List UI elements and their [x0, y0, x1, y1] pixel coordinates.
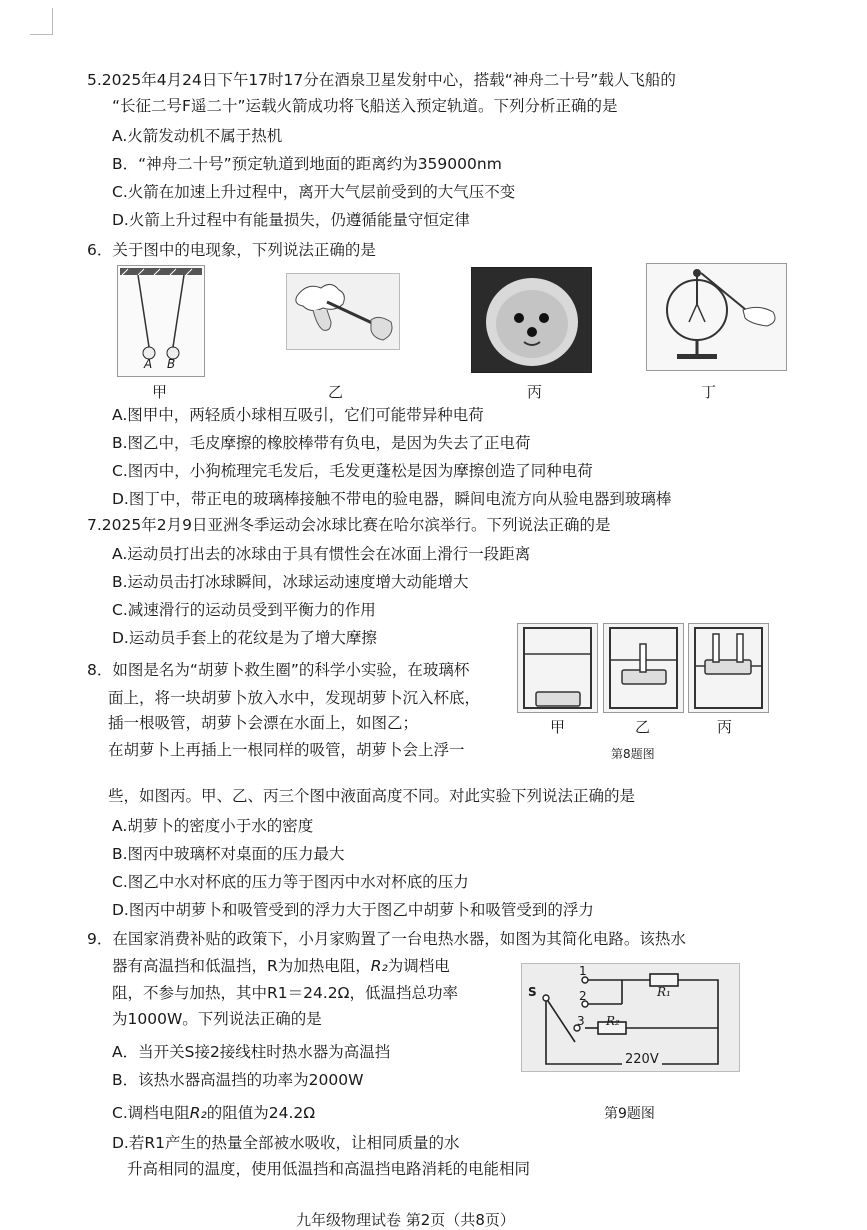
circuit-voltage-label: 220V — [622, 1052, 662, 1067]
q6-figure-yi — [286, 273, 400, 350]
q5-stem-line1: 5.2025年4月24日下午17时17分在酒泉卫星发射中心，搭载“神舟二十号”载人飞船的 — [87, 71, 676, 89]
q6-option-a: A.图甲中，两轻质小球相互吸引，它们可能带异种电荷 — [112, 406, 484, 424]
circuit-r1-label: R₁ — [657, 985, 671, 999]
q9-option-a: A．当开关S接2接线柱时热水器为高温挡 — [112, 1043, 391, 1061]
q8-stem-line2: 面上，将一块胡萝卜放入水中，发现胡萝卜沉入杯底， — [108, 689, 481, 707]
q8-cup-jia — [517, 623, 598, 713]
q6-caption-ding: 丁 — [701, 383, 717, 401]
page-footer: 九年级物理试卷 第2页（共8页） — [296, 1211, 515, 1229]
q5-option-c: C.火箭在加速上升过程中，离开大气层前受到的大气压不变 — [112, 183, 516, 201]
q8-stem-line4: 在胡萝卜上再插上一根同样的吸管，胡萝卜会上浮一 — [108, 741, 465, 759]
q9-stem-line3: 阻，不参与加热，其中R1＝24.2Ω，低温挡总功率 — [112, 984, 458, 1002]
q6-stem: 6．关于图中的电现象，下列说法正确的是 — [87, 241, 376, 259]
q6-option-b: B.图乙中，毛皮摩擦的橡胶棒带有负电，是因为失去了正电荷 — [112, 434, 531, 452]
circuit-terminal-2: 2 — [579, 989, 587, 1003]
q6-caption-yi: 乙 — [328, 383, 344, 401]
q6-caption-jia: 甲 — [152, 383, 168, 401]
q8-option-c: C.图乙中水对杯底的压力等于图丙中水对杯底的压力 — [112, 873, 469, 891]
circuit-terminal-3: 3 — [577, 1014, 585, 1028]
q6-caption-bing: 丙 — [527, 383, 543, 401]
q6-figure-ding — [646, 263, 787, 371]
q9-stem-line2: 器有高温挡和低温挡，R为加热电阻，R₂为调档电 — [112, 957, 450, 975]
q8-option-a: A.胡萝卜的密度小于水的密度 — [112, 817, 314, 835]
q8-cup-yi — [603, 623, 684, 713]
ball-label-b: B — [167, 357, 176, 371]
q8-caption-bing: 丙 — [717, 718, 733, 736]
q5-option-d: D.火箭上升过程中有能量损失，仍遵循能量守恒定律 — [112, 211, 470, 229]
q9-option-d-line1: D.若R1产生的热量全部被水吸收，让相同质量的水 — [112, 1134, 460, 1152]
q8-caption-yi: 乙 — [635, 718, 651, 736]
circuit-terminal-1: 1 — [579, 964, 587, 978]
q9-figure-caption: 第9题图 — [604, 1106, 655, 1122]
q7-option-d: D.运动员手套上的花纹是为了增大摩擦 — [112, 629, 377, 647]
q8-stem-line3: 插一根吸管，胡萝卜会漂在水面上，如图乙； — [108, 714, 419, 732]
page-corner-mark — [30, 8, 53, 35]
q7-stem: 7.2025年2月9日亚洲冬季运动会冰球比赛在哈尔滨举行。下列说法正确的是 — [87, 516, 611, 534]
q6-option-d: D.图丁中，带正电的玻璃棒接触不带电的验电器，瞬间电流方向从验电器到玻璃棒 — [112, 490, 672, 508]
q8-caption-jia: 甲 — [550, 718, 566, 736]
q8-cup-bing — [688, 623, 769, 713]
q9-option-c: C.调档电阻R₂的阻值为24.2Ω — [112, 1104, 316, 1122]
q8-option-d: D.图丙中胡萝卜和吸管受到的浮力大于图乙中胡萝卜和吸管受到的浮力 — [112, 901, 594, 919]
q9-stem-line1: 9．在国家消费补贴的政策下，小月家购置了一台电热水器，如图为其简化电路。该热水 — [87, 930, 686, 948]
q7-option-b: B.运动员击打冰球瞬间，冰球运动速度增大动能增大 — [112, 573, 469, 591]
circuit-r2-label: R₂ — [606, 1014, 620, 1028]
ball-label-a: A — [144, 357, 153, 371]
q9-option-b: B．该热水器高温挡的功率为2000W — [112, 1071, 364, 1089]
q5-option-b: B．“神舟二十号”预定轨道到地面的距离约为359000nm — [112, 155, 502, 173]
q6-figure-bing — [471, 267, 592, 373]
q7-option-c: C.减速滑行的运动员受到平衡力的作用 — [112, 601, 376, 619]
q5-stem-line2: “长征二号F遥二十”运载火箭成功将飞船送入预定轨道。下列分析正确的是 — [112, 97, 618, 115]
q9-option-d-line2: 升高相同的温度，使用低温挡和高温挡电路消耗的电能相同 — [127, 1160, 531, 1178]
q6-figure-jia — [117, 265, 205, 377]
q8-option-b: B.图丙中玻璃杯对桌面的压力最大 — [112, 845, 345, 863]
q9-stem-line4: 为1000W。下列说法正确的是 — [112, 1010, 322, 1028]
q6-option-c: C.图丙中，小狗梳理完毛发后，毛发更蓬松是因为摩擦创造了同种电荷 — [112, 462, 593, 480]
q7-option-a: A.运动员打出去的冰球由于具有惯性会在冰面上滑行一段距离 — [112, 545, 531, 563]
q8-stem-line5: 些，如图丙。甲、乙、丙三个图中液面高度不同。对此实验下列说法正确的是 — [108, 787, 636, 805]
q8-figure-caption: 第8题图 — [611, 747, 655, 761]
circuit-switch-label: S — [528, 985, 537, 999]
q5-option-a: A.火箭发动机不属于热机 — [112, 127, 283, 145]
q8-stem-line1: 8．如图是名为“胡萝卜救生圈”的科学小实验，在玻璃杯 — [87, 661, 470, 679]
